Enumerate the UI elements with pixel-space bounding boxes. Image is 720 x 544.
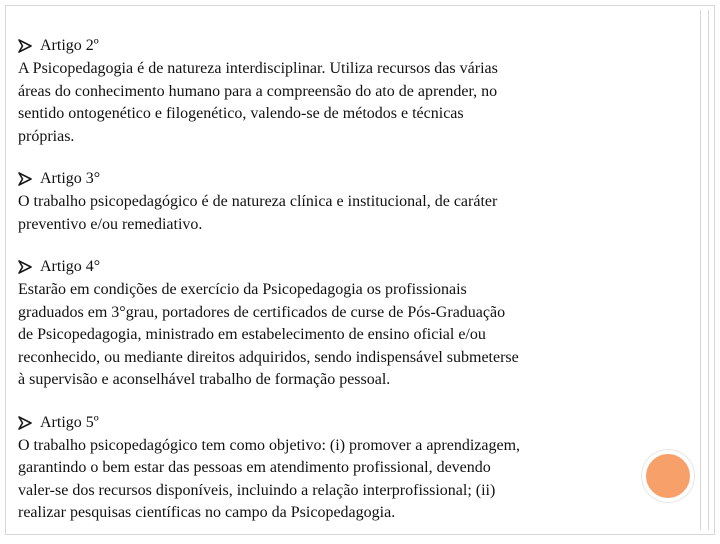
- article-body-line: áreas do conhecimento humano para a compreensão do ato de aprender, no: [18, 82, 498, 100]
- frame-divider-right-outer: [708, 10, 709, 530]
- article-section: [18, 255, 593, 392]
- article-body-line: reconhecido, ou mediante direitos adquiridos, sendo indispensável submeterse: [18, 348, 519, 366]
- article-body-line: O trabalho psicopedagógico é de natureza clínica e institucional, de caráter: [18, 193, 498, 210]
- article-section: [18, 411, 593, 525]
- arrow-bullet-icon: [18, 416, 32, 430]
- slide-content: [18, 34, 593, 544]
- article-heading: [18, 411, 593, 435]
- arrow-bullet-icon: [18, 39, 32, 53]
- decorative-circle: [642, 450, 694, 502]
- article-body: [18, 279, 593, 392]
- article-body-line: graduados em 3°grau, portadores de certificados de curse de Pós-Graduação: [18, 303, 506, 321]
- article-body-line: O trabalho psicopedagógico tem como objetivo: (i) promover a aprendizagem,: [18, 436, 521, 454]
- article-body-line: A Psicopedagogia é de natureza interdisciplinar. Utiliza recursos das várias: [18, 60, 498, 77]
- article-title: Artigo 5º: [40, 413, 99, 431]
- article-body-line: Estarão em condições de exercício da Psicopedagogia os profissionais: [18, 281, 467, 298]
- frame-divider-right: [700, 10, 701, 530]
- article-section: [18, 34, 593, 148]
- article-title: Artigo 4°: [40, 258, 101, 275]
- article-body: [18, 191, 593, 236]
- article-title: Artigo 3°: [40, 170, 101, 187]
- article-body-line: realizar pesquisas científicas no campo da Psicopedagogia.: [18, 504, 396, 521]
- article-heading: [18, 167, 593, 191]
- article-body-line: de Psicopedagogia, ministrado em estabelecimento de ensino oficial e/ou: [18, 326, 486, 343]
- article-heading: [18, 255, 593, 279]
- article-body-line: garantindo o bem estar das pessoas em atendimento profissional, devendo: [18, 459, 491, 476]
- arrow-bullet-icon: [18, 260, 32, 274]
- article-body-line: à supervisão e aconselhável trabalho de formação pessoal.: [18, 371, 391, 388]
- article-body: [18, 58, 593, 148]
- article-body-line: preventivo e/ou remediativo.: [18, 215, 203, 233]
- arrow-bullet-icon: [18, 172, 32, 186]
- article-section: [18, 167, 593, 236]
- article-body-line: próprias.: [18, 127, 75, 145]
- article-body-line: sentido ontogenético e filogenético, valendo-se de métodos e técnicas: [18, 105, 464, 122]
- article-body-line: valer-se dos recursos disponíveis, incluindo a relação interprofissional; (ii): [18, 481, 496, 499]
- article-heading: [18, 34, 593, 58]
- article-body: [18, 435, 593, 525]
- article-title: Artigo 2º: [40, 37, 99, 54]
